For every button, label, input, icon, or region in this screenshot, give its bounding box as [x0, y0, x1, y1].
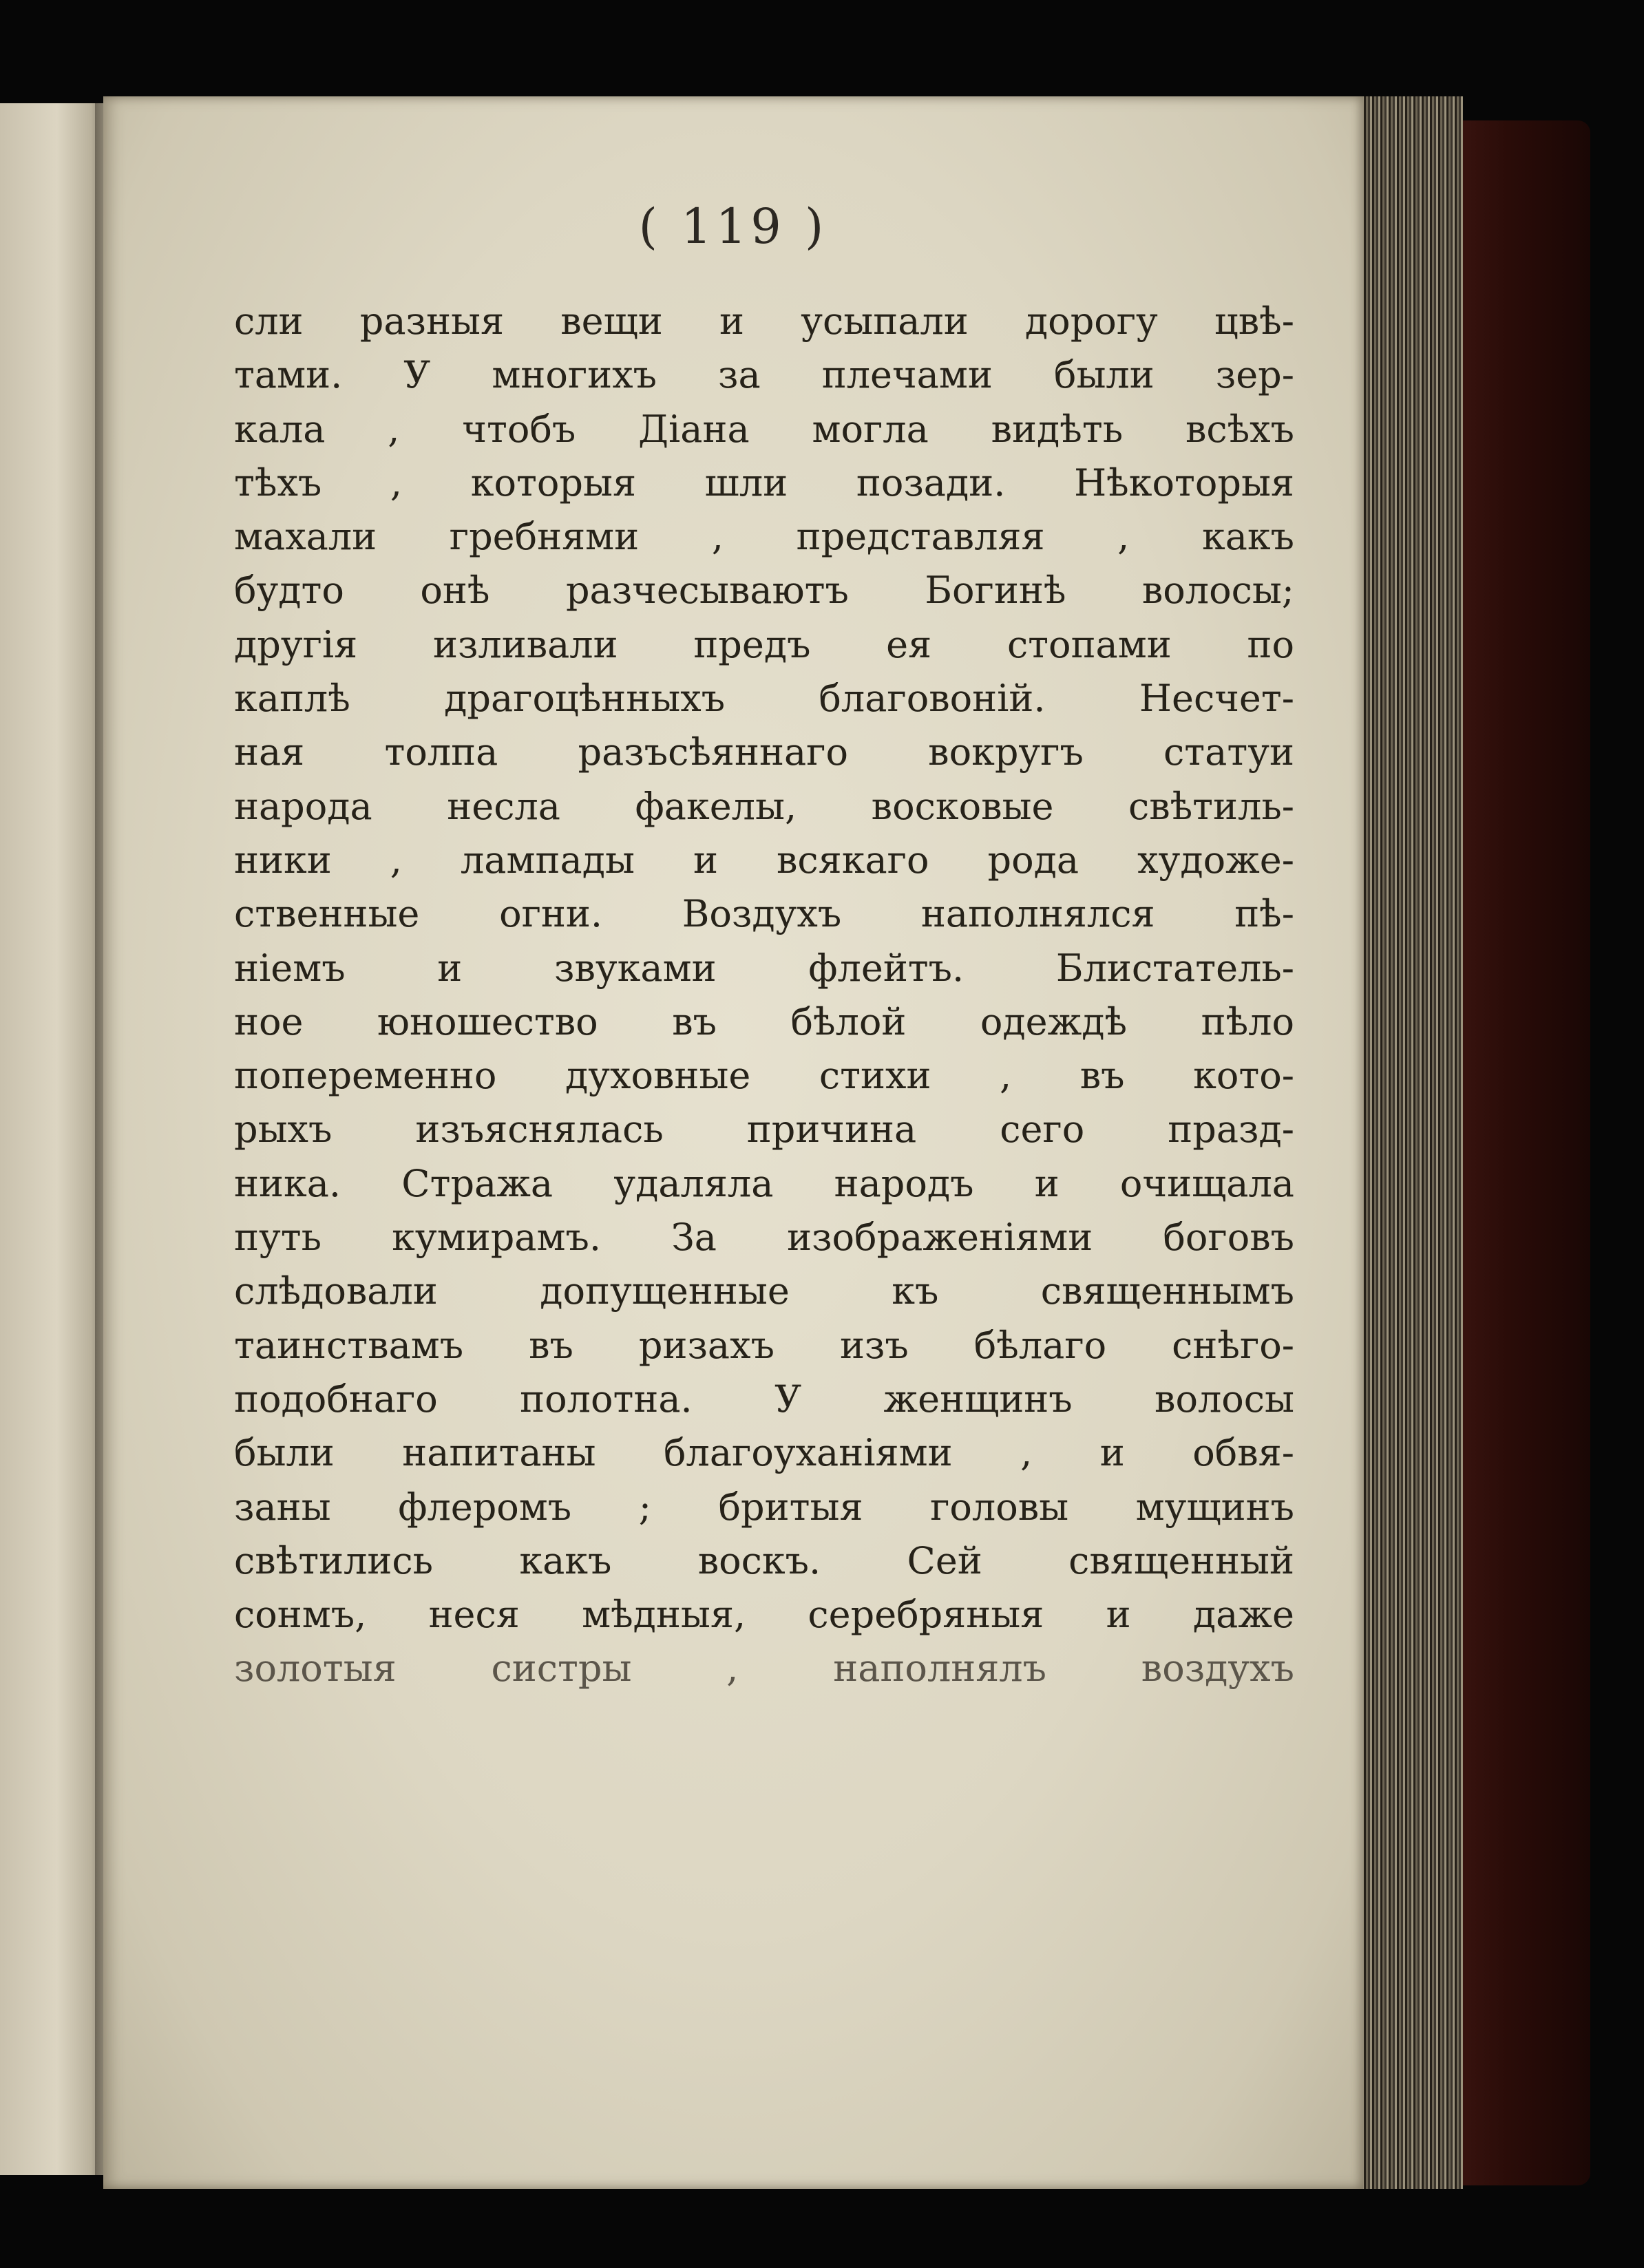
text-line: ники , лампады и всякаго рода художе- [234, 838, 1294, 882]
text-line: ное юношество въ бѣлой одеждѣ пѣло [234, 999, 1294, 1043]
text-line: сли разныя вещи и усыпали дорогу цвѣ- [234, 299, 1294, 343]
text-line: подобнаго полотна. У женщинъ волосы [234, 1377, 1294, 1421]
text-line: попеременно духовные стихи , въ кото- [234, 1054, 1294, 1098]
text-line: народа несла факелы, восковые свѣтиль- [234, 784, 1294, 828]
text-line: рыхъ изъяснялась причина сего празд- [234, 1107, 1294, 1152]
text-line: таинствамъ въ ризахъ изъ бѣлаго снѣго- [234, 1323, 1294, 1367]
text-line: ственные огни. Воздухъ наполнялся пѣ- [234, 892, 1294, 936]
text-line: свѣтились какъ воскъ. Сей священный [234, 1538, 1294, 1582]
text-line: золотыя систры , наполнялъ воздухъ [234, 1646, 1294, 1691]
body-text [234, 296, 1294, 1697]
text-line: слѣдовали допущенные къ священнымъ [234, 1269, 1294, 1313]
text-line: ніемъ и звуками флейтъ. Блистатель- [234, 946, 1294, 990]
facing-page-edge [0, 103, 103, 2175]
text-line: сонмъ, неся мѣдныя, серебряныя и даже [234, 1593, 1294, 1637]
text-line: махали гребнями , представляя , какъ [234, 515, 1294, 559]
text-line: тами. У многихъ за плечами были зер- [234, 353, 1294, 397]
book-page [103, 96, 1363, 2189]
text-line: путь кумирамъ. За изображеніями боговъ [234, 1216, 1294, 1260]
text-line: будто онѣ разчесываютъ Богинѣ волосы; [234, 569, 1294, 613]
text-line: ная толпа разъсѣяннаго вокругъ статуи [234, 730, 1294, 774]
book-cover-edge [1453, 120, 1590, 2185]
page-number: ( 119 ) [638, 198, 828, 255]
text-line: другія изливали предъ ея стопами по [234, 622, 1294, 666]
text-line: ника. Стража удаляла народъ и очищала [234, 1161, 1294, 1205]
text-line: кала , чтобъ Діана могла видѣть всѣхъ [234, 407, 1294, 451]
text-line: были напитаны благоуханіями , и обвя- [234, 1431, 1294, 1475]
text-line: заны флеромъ ; бритыя головы мущинъ [234, 1485, 1294, 1529]
text-line: каплѣ драгоцѣнныхъ благовоній. Несчет- [234, 677, 1294, 721]
text-line: тѣхъ , которыя шли позади. Нѣкоторыя [234, 460, 1294, 505]
page-block-edges [1360, 96, 1463, 2189]
